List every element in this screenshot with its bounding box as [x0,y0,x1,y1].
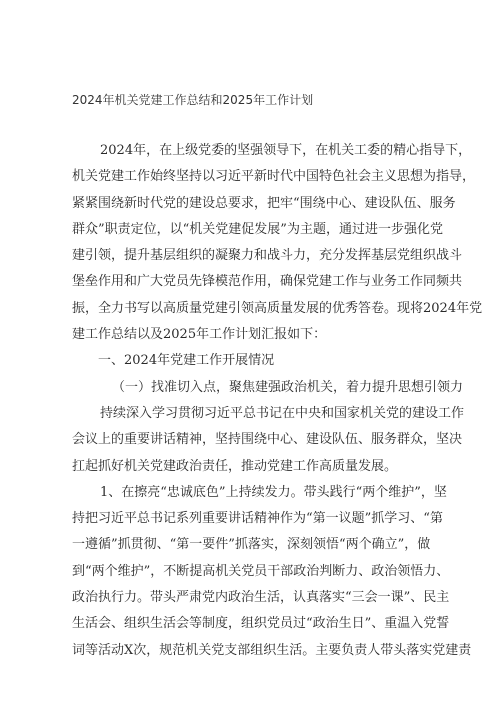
paragraph-line: 会议上的重要讲话精神，坚持围绕中心、建设队伍、服务群众，坚决 [72,432,463,448]
subsection-heading: （一）找准切入点，聚焦建强政治机关，着力提升思想引领力 [112,379,464,395]
paragraph-line: 建引领，提升基层组织的凝聚力和战斗力，充分发挥基层党组织战斗 [72,248,463,264]
document-title: 2024年机关党建工作总结和2025年工作计划 [72,93,314,107]
paragraph-line: 到“两个维护”，不断提高机关党员干部政治判断力、政治领悟力、 [72,563,450,579]
paragraph-line: 生活会、组织生活会等制度，组织党员过“政治生日”、重温入党誓 [72,616,450,632]
paragraph-line: 机关党建工作始终坚持以习近平新时代中国特色社会主义思想为指导， [72,169,476,185]
paragraph-line: 群众”职责定位，以“机关党建促发展”为主题，通过进一步强化党 [72,221,443,237]
paragraph-line: 紧紧围绕新时代党的建设总要求，把牢“围绕中心、建设队伍、服务 [72,195,456,211]
paragraph-line: 一遵循”抓贯彻、“第一要件”抓落实，深刻领悟“两个确立”，做 [72,537,431,553]
paragraph-line: 持续深入学习贯彻习近平总书记在中央和国家机关党的建设工作 [100,405,465,421]
paragraph-line: 2024年，在上级党委的坚强领导下，在机关工委的精心指导下， [100,143,472,158]
section-heading: 一、2024年党建工作开展情况 [98,353,275,369]
paragraph-line: 扛起抓好机关党建政治责任，推动党建工作高质量发展。 [72,458,398,474]
document-body [72,138,483,664]
paragraph-line: 政治执行力。带头严肃党内政治生活，认真落实“三会一课”、民主 [72,590,450,606]
paragraph-line: 振，全力书写以高质量党建引领高质量发展的优秀答卷。现将2024年党 [72,300,483,316]
paragraph-line: 持把习近平总书记系列重要讲话精神作为“第一议题”抓学习、“第 [72,511,443,527]
paragraph-line: 建工作总结以及2025年工作计划汇报如下： [72,327,327,343]
paragraph-line: 词等活动X次，规范机关党支部组织生活。主要负责人带头落实党建责 [72,642,472,658]
paragraph-line: 堡垒作用和广大党员先锋模范作用，确保党建工作与业务工作同频共 [72,274,463,290]
paragraph-line: 1、在擦亮“忠诚底色”上持续发力。带头践行“两个维护”，坚 [100,484,447,500]
